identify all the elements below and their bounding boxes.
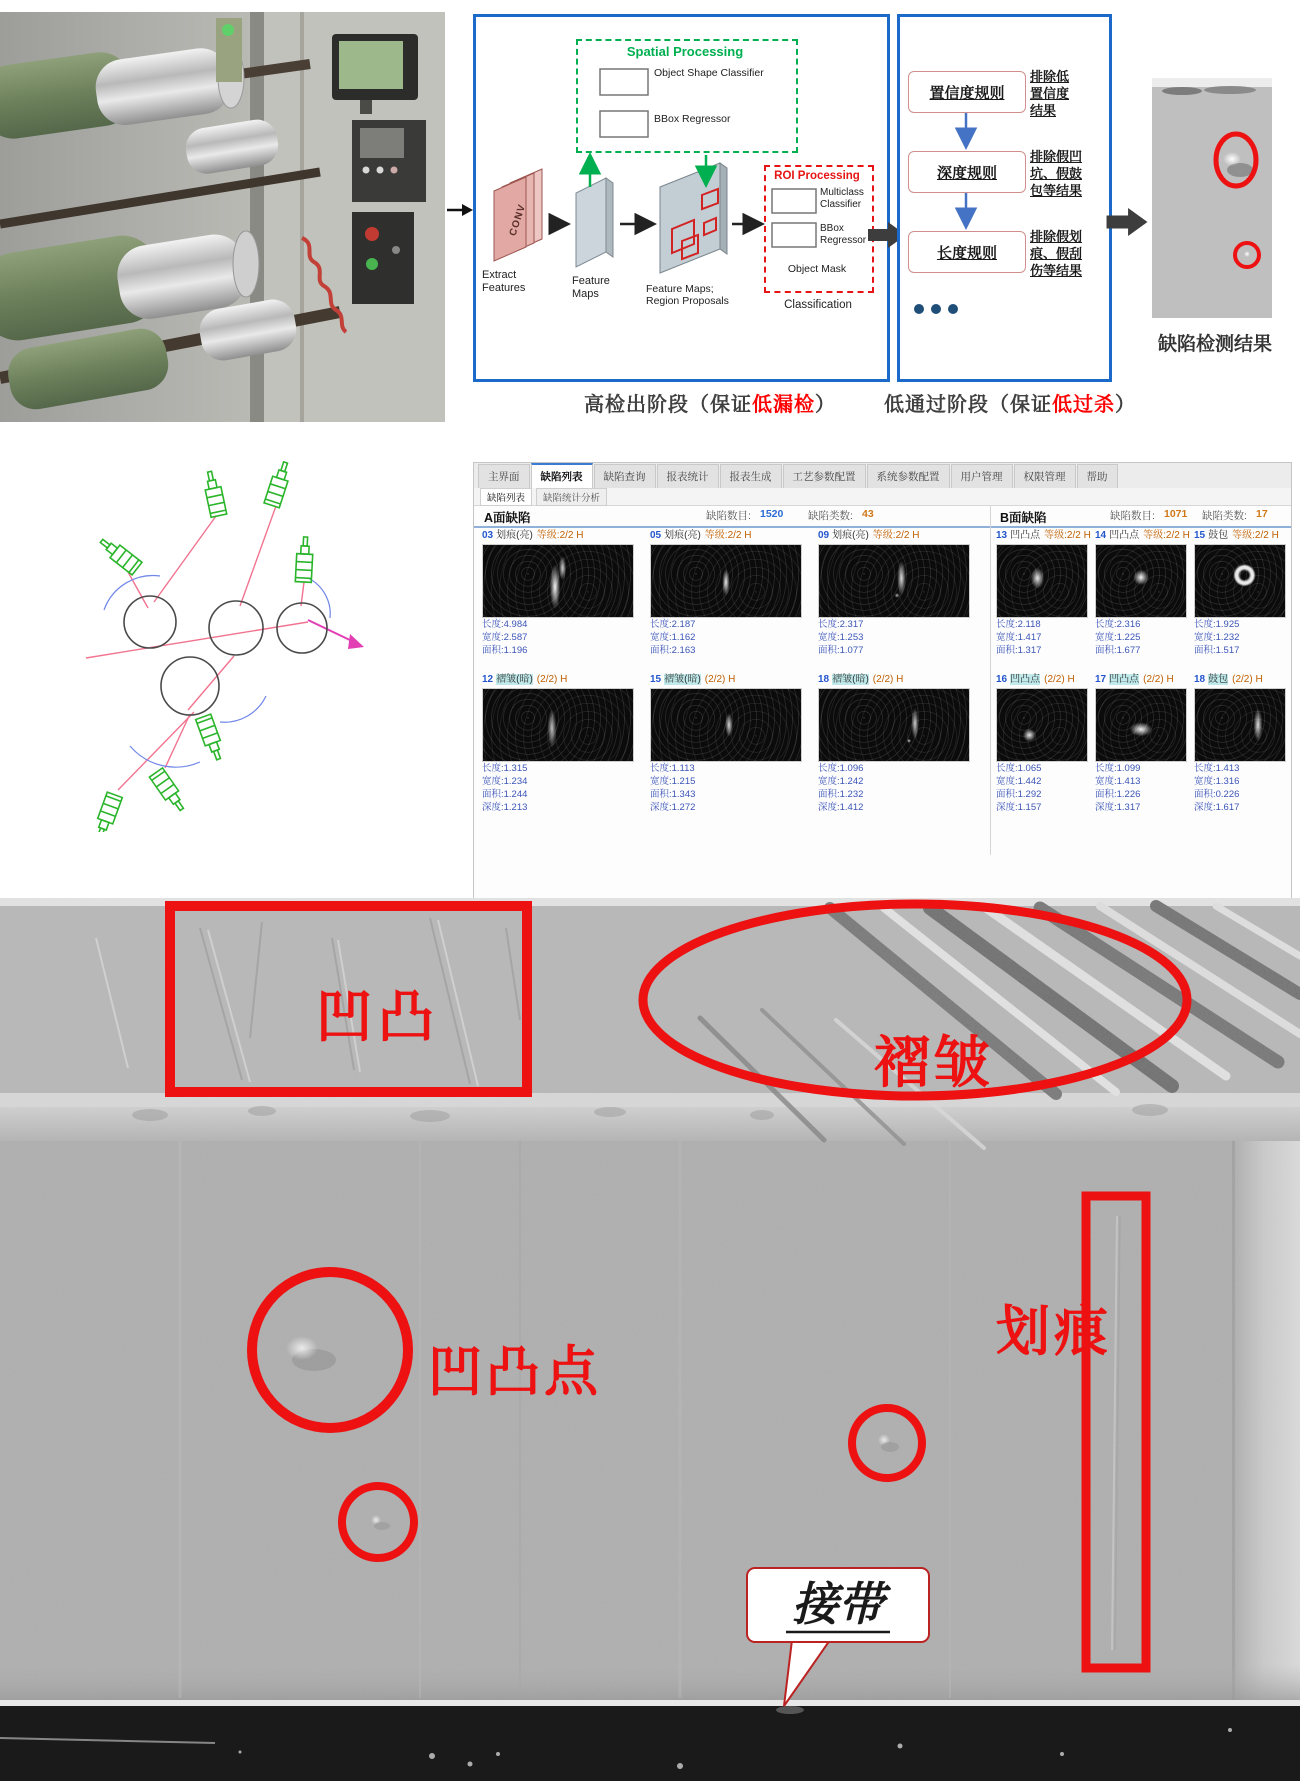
cell-stats: 长度:1.099 宽度:1.413 面积:1.226 深度:1.317 (1095, 763, 1141, 813)
sensor-icon (196, 714, 226, 762)
defect-cell[interactable] (818, 673, 978, 814)
detection-result-image (1152, 78, 1272, 318)
stage2-caption (872, 388, 1148, 417)
defect-cell[interactable] (996, 529, 1092, 657)
cell-stats: 长度:1.925 宽度:1.232 面积:1.517 (1194, 619, 1240, 656)
cell-grade: 等级:2/2 H (872, 530, 920, 541)
defect-thumbnail[interactable] (1194, 688, 1286, 762)
conv-label: CONV (507, 202, 529, 238)
depth-rule-box: 深度规则 (908, 151, 1026, 193)
cell-stats: 长度:2.317 宽度:1.253 面积:1.077 (818, 619, 864, 656)
multiclass-classifier-label: Multiclass Classifier (820, 187, 864, 210)
confidence-rule-box: 置信度规则 (908, 71, 1026, 113)
cell-type: 划痕(亮) (496, 530, 533, 541)
stage1-caption-red: 低漏检 (752, 394, 815, 416)
defect-thumbnail[interactable] (650, 688, 802, 762)
roi-processing-title: ROI Processing (774, 170, 860, 182)
sensor-icon (264, 460, 293, 508)
defect-cell[interactable] (482, 673, 642, 814)
tab-defect-list[interactable]: 缺陷列表 (531, 463, 593, 488)
cell-grade: 等级:2/2 H (1044, 530, 1091, 541)
panel-a-title: A面缺陷 (484, 511, 531, 525)
object-mask-label: Object Mask (787, 263, 847, 275)
stage1-caption-text: 高检出阶段（保证 (584, 394, 752, 416)
cell-type: 划痕(亮) (832, 530, 869, 541)
defect-cell[interactable] (1194, 529, 1290, 657)
cell-grade: (2/2) H (536, 674, 568, 685)
cell-id: 18 (1194, 674, 1206, 685)
stage2-caption-close: ） (1115, 394, 1136, 416)
stage2-caption-red: 低过杀 (1052, 394, 1115, 416)
cell-grade: (2/2) H (1143, 674, 1174, 685)
cell-id: 15 (1194, 530, 1206, 541)
panel-a-class-label: 缺陷类数: (808, 510, 853, 522)
cell-type: 鼓包 (1208, 530, 1229, 541)
object-shape-classifier-label: Object Shape Classifier (654, 67, 764, 79)
tab-process-params[interactable]: 工艺参数配置 (783, 464, 866, 488)
cell-type: 褶皱(暗) (664, 674, 701, 685)
confidence-rule-note: 排除低置信度结果 (1030, 69, 1070, 118)
cell-id: 09 (818, 530, 830, 541)
defect-thumbnail[interactable] (1194, 544, 1286, 618)
defect-thumbnail[interactable] (818, 544, 970, 618)
cell-id: 16 (996, 674, 1008, 685)
defect-cell[interactable] (650, 529, 810, 657)
subtab-defect-analysis[interactable]: 缺陷统计分析 (536, 488, 607, 506)
stage2-caption-text: 低通过阶段（保证 (884, 394, 1052, 416)
cell-id: 13 (996, 530, 1008, 541)
cell-grade: 等级:2/2 H (1232, 530, 1279, 541)
cell-type: 褶皱(暗) (832, 674, 869, 685)
more-rules-ellipsis (914, 304, 958, 314)
beam-arrow-icon (348, 634, 364, 649)
cell-id: 18 (818, 674, 830, 685)
defect-cell[interactable] (1095, 673, 1191, 814)
cell-grade: (2/2) H (872, 674, 904, 685)
cell-type: 凹凸点 (1010, 530, 1041, 541)
feature-maps-label: Feature Maps (572, 275, 610, 300)
panel-b-classes: 17 (1256, 508, 1268, 520)
zhezhou-label: 褶皱 (874, 1031, 994, 1094)
tab-perm-mgmt[interactable]: 权限管理 (1014, 464, 1076, 488)
cell-id: 05 (650, 530, 662, 541)
stage2-flowchart (897, 14, 1112, 382)
cell-stats: 长度:2.187 宽度:1.162 面积:2.163 (650, 619, 696, 656)
defect-thumbnail[interactable] (650, 544, 802, 618)
defect-thumbnail[interactable] (996, 688, 1088, 762)
panel-b-count: 1071 (1164, 508, 1188, 520)
cell-stats: 长度:1.413 宽度:1.316 面积:0.226 深度:1.617 (1194, 763, 1240, 813)
huahen-label: 划痕 (996, 1302, 1112, 1362)
cell-id: 12 (482, 674, 494, 685)
defect-cell[interactable] (1194, 673, 1290, 814)
sensor-icon (92, 792, 122, 832)
spatial-processing-title: Spatial Processing (626, 44, 744, 59)
rule-arrows (900, 17, 1109, 379)
cell-id: 14 (1095, 530, 1107, 541)
sensor-icon (97, 535, 142, 575)
defect-cell[interactable] (482, 529, 642, 657)
defect-thumbnail[interactable] (482, 544, 634, 618)
bbox-regressor-label: BBox Regressor (654, 113, 731, 125)
cell-grade: 等级:2/2 H (1143, 530, 1190, 541)
subtab-defect-list[interactable]: 缺陷列表 (480, 488, 532, 506)
cell-id: 15 (650, 674, 662, 685)
cell-grade: 等级:2/2 H (704, 530, 752, 541)
defect-cell[interactable] (650, 673, 810, 814)
annotated-foil-surface-image (0, 898, 1300, 1781)
tab-system-params[interactable]: 系统参数配置 (867, 464, 950, 488)
aotu-label: 凹凸 (316, 985, 440, 1048)
defect-thumbnail[interactable] (1095, 544, 1187, 618)
cell-type: 凹凸点 (1109, 530, 1140, 541)
cell-id: 03 (482, 530, 494, 541)
stage1-flowchart (473, 14, 890, 382)
tab-help[interactable]: 帮助 (1077, 464, 1118, 488)
stage1-caption (520, 388, 900, 417)
cell-id: 17 (1095, 674, 1107, 685)
cell-type: 凹凸点 (1109, 674, 1140, 685)
roi-bbox-regressor-label: BBox Regressor (820, 223, 867, 246)
extract-features-label: Extract Features (482, 269, 526, 294)
panel-b-class-label: 缺陷类数: (1202, 510, 1247, 522)
optical-layout-diagram (68, 460, 380, 832)
cell-grade: (2/2) H (1232, 674, 1263, 685)
cell-stats: 长度:1.065 宽度:1.442 面积:1.292 深度:1.157 (996, 763, 1042, 813)
panel-b-title: B面缺陷 (1000, 511, 1047, 525)
machine-photo (0, 12, 445, 422)
panel-divider (990, 505, 991, 855)
tab-report-gen[interactable]: 报表生成 (720, 464, 782, 488)
cell-type: 凹凸点 (1010, 674, 1041, 685)
cell-stats: 长度:1.113 宽度:1.215 面积:1.343 深度:1.272 (650, 763, 696, 813)
depth-rule-note: 排除假凹坑、假鼓包等结果 (1030, 149, 1083, 198)
flow-entry-arrow-icon (447, 200, 473, 220)
main-tab-bar (474, 463, 1291, 489)
defect-cell[interactable] (996, 673, 1092, 814)
stage1-caption-close: ） (815, 394, 836, 416)
sub-tab-bar (474, 488, 1291, 506)
cell-stats: 长度:2.118 宽度:1.417 面积:1.317 (996, 619, 1042, 656)
aotudian-label: 凹凸点 (428, 1342, 602, 1402)
tab-user-mgmt[interactable]: 用户管理 (951, 464, 1013, 488)
length-rule-box: 长度规则 (908, 231, 1026, 273)
defect-cell[interactable] (1095, 529, 1191, 657)
defect-cell[interactable] (818, 529, 978, 657)
cell-stats: 长度:1.096 宽度:1.242 面积:1.232 深度:1.412 (818, 763, 864, 813)
cell-stats: 长度:4.984 宽度:2.587 面积:1.196 (482, 619, 528, 656)
length-rule-note: 排除假划痕、假刮伤等结果 (1030, 229, 1083, 278)
panel-b-count-label: 缺陷数目: (1110, 510, 1155, 522)
cell-grade: (2/2) H (1044, 674, 1075, 685)
defect-thumbnail[interactable] (1095, 688, 1187, 762)
panel-headers (474, 505, 1291, 528)
sensor-icon (202, 470, 227, 517)
jiedai-label: 接带 (792, 1579, 884, 1630)
cell-grade: (2/2) H (704, 674, 736, 685)
tab-report-stats[interactable]: 报表统计 (657, 464, 719, 488)
cell-type: 褶皱(暗) (496, 674, 533, 685)
inspection-software-window (473, 462, 1292, 900)
result-caption: 缺陷检测结果 (1157, 334, 1272, 355)
sensor-icon (149, 768, 188, 814)
cell-stats: 长度:1.315 宽度:1.234 面积:1.244 深度:1.213 (482, 763, 528, 813)
tab-defect-query[interactable]: 缺陷查询 (594, 464, 656, 488)
tab-main[interactable]: 主界面 (478, 464, 530, 488)
result-arrow-icon (1106, 208, 1148, 236)
cell-type: 划痕(亮) (664, 530, 701, 541)
feature-maps-regions-label: Feature Maps; Region Proposals (646, 283, 729, 308)
cell-type: 鼓包 (1208, 674, 1229, 685)
panel-a-count-label: 缺陷数目: (706, 510, 751, 522)
sensor-icon (295, 537, 313, 583)
panel-a-count: 1520 (760, 508, 784, 520)
defect-thumbnail[interactable] (996, 544, 1088, 618)
panel-a-classes: 43 (862, 508, 874, 520)
cell-stats: 长度:2.316 宽度:1.225 面积:1.677 (1095, 619, 1141, 656)
classification-label: Classification (784, 299, 852, 311)
defect-thumbnail[interactable] (818, 688, 970, 762)
cell-grade: 等级:2/2 H (536, 530, 584, 541)
defect-thumbnail[interactable] (482, 688, 634, 762)
